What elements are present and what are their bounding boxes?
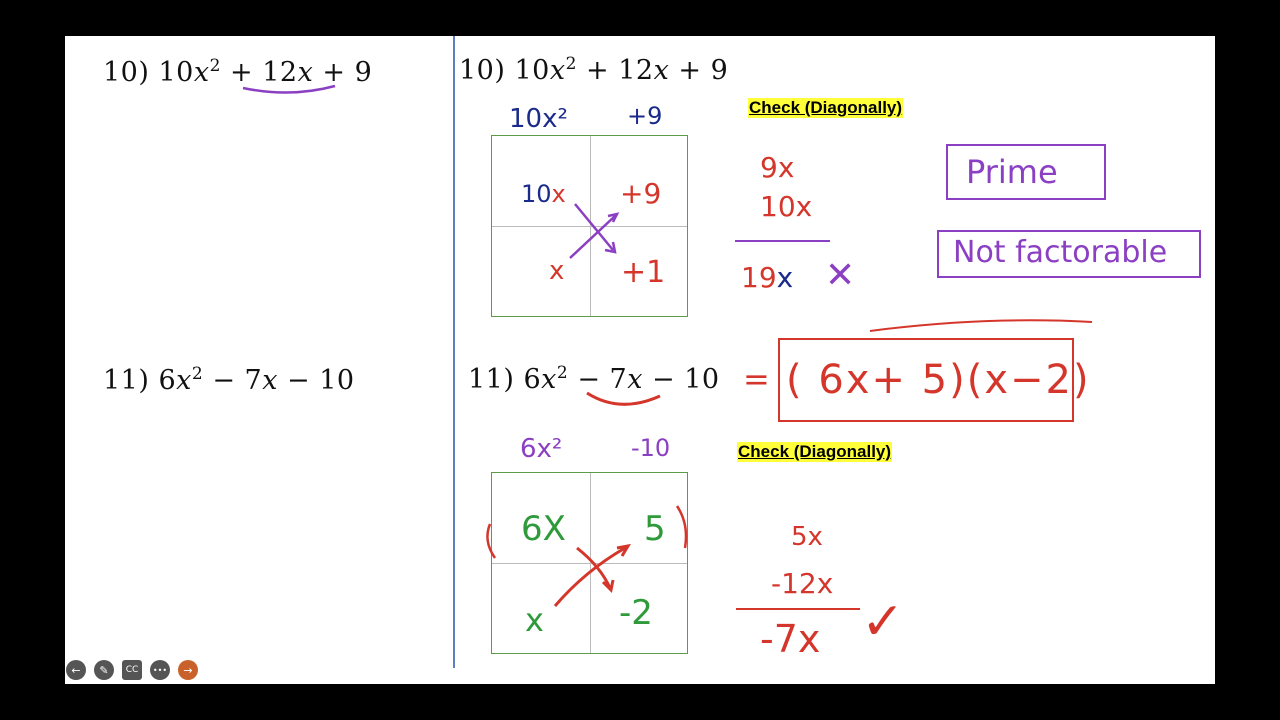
forward-arrow-icon[interactable]: → — [178, 660, 198, 680]
q11-check-line-2: -12x — [771, 567, 834, 600]
q11-answer: ( 6x+ 5)(x−2) — [786, 357, 1091, 403]
check-label-11: Check (Diagonally) — [738, 442, 892, 461]
left-problem-11: 11) $6x^2 - 7x - 10$ — [103, 364, 355, 396]
q11-top-right-term: -10 — [631, 434, 671, 462]
q11-cell-top-right: 5 — [644, 509, 666, 549]
q10-cell-top-left: 10x — [521, 180, 566, 208]
q11-cell-top-left: 6X — [521, 509, 566, 549]
right-problem-11: 11) $6x^2 - 7x - 10$ — [468, 363, 720, 395]
q10-check-sum: 19x — [741, 261, 794, 294]
more-options-icon[interactable]: ••• — [150, 660, 170, 680]
left-problem-10: 10) $10x^2 + 12x + 9$ — [103, 56, 373, 88]
q10-check-line-2: 10x — [760, 190, 813, 223]
q11-check-mark: ✓ — [861, 592, 905, 652]
q11-equals: = — [743, 360, 770, 398]
q11-cell-bottom-right: -2 — [619, 593, 653, 633]
q11-check-sum: -7x — [760, 617, 821, 661]
q11-cell-bottom-left: x — [525, 601, 544, 639]
q10-cell-bottom-left: x — [549, 256, 565, 286]
slide-canvas — [65, 36, 1215, 684]
check-label-10: Check (Diagonally) — [749, 98, 903, 117]
q11-top-left-term: 6x² — [520, 434, 563, 464]
back-arrow-icon[interactable]: ← — [66, 660, 86, 680]
captions-button[interactable]: CC — [122, 660, 142, 680]
q10-cell-top-right: +9 — [620, 177, 662, 210]
answer-prime: Prime — [966, 153, 1058, 191]
q10-cell-bottom-right: +1 — [621, 255, 666, 290]
player-toolbar — [66, 660, 198, 680]
q10-top-left-term: 10x² — [509, 104, 568, 134]
q10-wrong-mark: ✕ — [825, 255, 856, 296]
q11-check-line-1: 5x — [791, 522, 823, 552]
answer-not-factorable: Not factorable — [953, 235, 1168, 270]
ink-strokes — [65, 36, 1215, 684]
q10-check-line-1: 9x — [760, 151, 795, 184]
q10-top-right-term: +9 — [627, 102, 663, 130]
pen-icon[interactable]: ✎ — [94, 660, 114, 680]
right-problem-10: 10) $10x^2 + 12x + 9$ — [459, 54, 729, 86]
